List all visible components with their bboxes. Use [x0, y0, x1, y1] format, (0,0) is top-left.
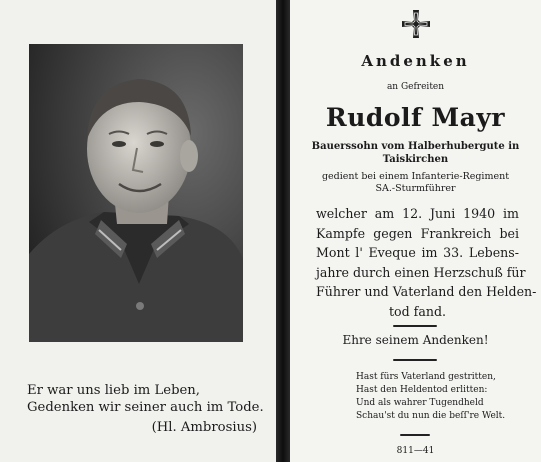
account-line: welcher am 12. Juni 1940 im	[316, 206, 519, 221]
verse-line: Gedenken wir seiner auch im Tode.	[27, 400, 264, 415]
honor-line: Ehre seinem Andenken!	[342, 333, 489, 347]
poem-line: Schau'st du nun die beſſ're Welt.	[356, 411, 506, 421]
account-line: jahre durch einen Herzschuß für	[316, 264, 526, 280]
divider-rule	[400, 434, 430, 436]
origin-line: Taiskirchen	[382, 154, 449, 165]
memorial-verse	[27, 382, 264, 436]
poem-line: Hast fürs Vaterland gestritten,	[356, 372, 496, 382]
portrait-illustration	[29, 44, 243, 342]
account-line: tod fand.	[388, 303, 447, 319]
account-line: Führer und Vaterland den Helden-	[316, 284, 537, 300]
right-card	[290, 0, 541, 462]
card-heading: Andenken	[361, 52, 470, 70]
account-line: Kampfe gegen Frankreich bei	[316, 225, 519, 241]
divider-rule	[393, 325, 437, 327]
unit-line: SA.-Sturmführer	[375, 183, 456, 194]
unit-text	[290, 171, 541, 195]
poem-line: Und als wahrer Tugendheld	[356, 398, 484, 408]
death-account	[316, 204, 537, 322]
origin-text	[290, 140, 541, 166]
origin-line: Bauerssohn vom Halberhubergute in	[311, 141, 520, 152]
account-line: Mont l' Eveque im 33. Lebens-	[316, 245, 519, 261]
card-fold-divider	[276, 0, 290, 462]
divider-rule	[393, 359, 437, 361]
soldier-portrait-photo	[29, 44, 243, 342]
memorial-poem	[356, 371, 505, 423]
poem-line: Hast den Heldentod erlitten:	[356, 385, 488, 395]
verse-source: (Hl. Ambrosius)	[151, 420, 257, 435]
iron-cross-icon	[400, 8, 432, 40]
deceased-name: Rudolf Mayr	[325, 103, 506, 132]
rank-label: an Gefreiten	[386, 82, 445, 92]
print-code: 811—41	[396, 446, 435, 456]
verse-line: Er war uns lieb im Leben,	[27, 383, 200, 398]
unit-line: gedient bei einem Infanterie-Regiment	[321, 171, 510, 182]
